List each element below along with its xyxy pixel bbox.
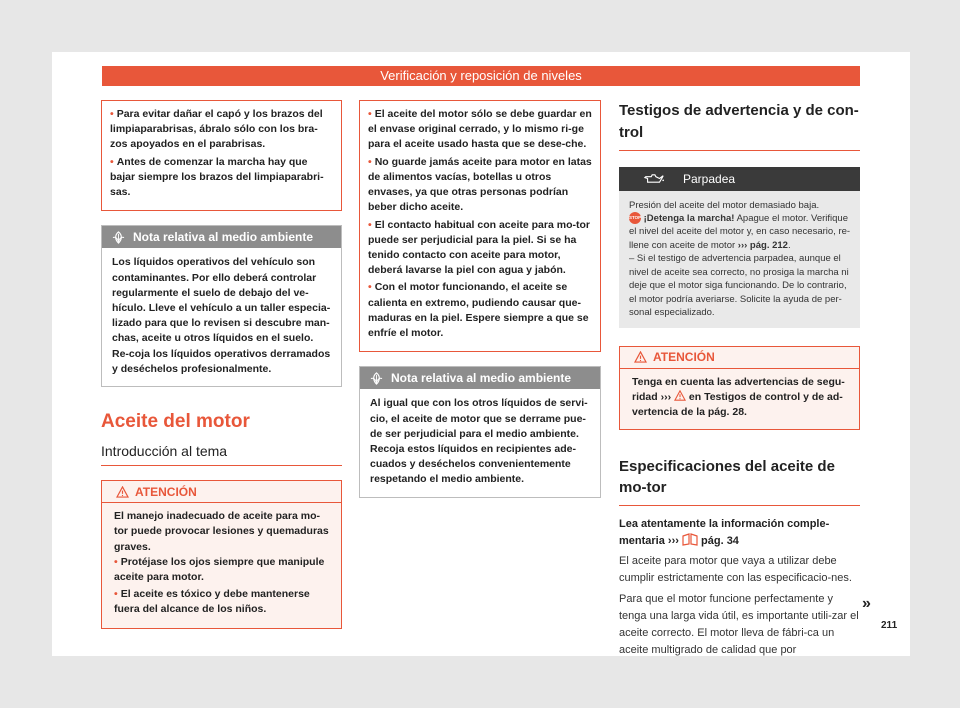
body-paragraph: El aceite para motor que vaya a utilizar debe cumplir estrictamente con las especificacio-nes.: [619, 555, 852, 585]
environment-note-text: Al igual que con los otros líquidos de servi-cio, el aceite de motor que se derrame pue-de ser perjudicial para el medio ambiente. Recoja estos líquidos en recipientes ade-cuados y deséchelos convenientemente respetando el medio ambiente.: [370, 397, 588, 486]
section-title: Aceite del motor: [101, 411, 250, 433]
lead-text: Lea atentamente la información comple-mentaria ›››: [619, 518, 830, 547]
body-paragraph: Para que el motor funcione perfectamente y tenga una larga vida útil, es importante utili-zar el aceite correcto. El motor lleva de fábri-ca un aceite multigrado de calidad que por: [619, 593, 859, 657]
indicator-line: Presión del aceite del motor demasiado baja.: [629, 199, 820, 211]
bullet-item: • Protéjase los ojos siempre que manipule aceite para motor.: [114, 555, 325, 583]
indicator-line: – Si el testigo de advertencia parpadea, aunque el nivel de aceite sea correcto, no prosiga la marcha ni deje que el motor siga funcionando. De lo contrario, el motor podría averiarse. Solicite la ayuda de per-sonal especializado.: [629, 253, 849, 319]
warning-continuation-box: [359, 100, 601, 352]
oil-can-icon: [643, 173, 665, 184]
indicator-header: [619, 167, 860, 191]
bullet-item: • Para evitar dañar el capó y los brazos del limpiaparabrisas, ábralo sólo con los bra-zos apoyados en el parabrisas.: [110, 108, 323, 151]
environment-note-title: Nota relativa al medio ambiente: [133, 230, 314, 245]
warning-title: ATENCIÓN: [135, 484, 197, 499]
leaf-icon: [112, 231, 125, 244]
stop-icon: STOP: [629, 212, 641, 224]
page-header: Verificación y reposición de niveles: [102, 66, 860, 86]
bullet-item: • Con el motor funcionando, el aceite se calienta en extremo, pudiendo causar que-maduras en la piel. Espere siempre a que se enfríe el motor.: [368, 281, 589, 340]
column-left: [101, 100, 342, 629]
page-reference-link[interactable]: ››› pág. 212: [737, 239, 788, 251]
indicator-description: [619, 191, 860, 328]
page-number: 211: [881, 620, 898, 631]
manual-page: [52, 52, 910, 656]
warning-triangle-icon: [674, 390, 686, 401]
warning-text: Tenga en cuenta las advertencias de segu-ridad ›››: [632, 375, 845, 404]
warning-intro: El manejo inadecuado de aceite para mo-tor puede provocar lesiones y quemaduras graves.: [114, 510, 329, 553]
bullet-item: • El aceite es tóxico y debe mantenerse fuera del alcance de los niños.: [114, 588, 310, 616]
environment-note-header: [102, 226, 341, 248]
environment-note-title: Nota relativa al medio ambiente: [391, 371, 572, 386]
warning-triangle-icon: [116, 486, 129, 498]
warning-box: [619, 346, 860, 430]
warning-body: [620, 369, 859, 429]
warning-body: [102, 503, 341, 628]
book-icon: [682, 533, 698, 546]
warning-continuation-box: [101, 100, 342, 211]
indicator-table: [619, 167, 860, 328]
environment-note-header: [360, 367, 600, 389]
column-middle: [359, 100, 601, 498]
warning-header: [102, 481, 341, 503]
bullet-item: • El contacto habitual con aceite para mo-tor puede ser perjudicial para la piel. Si se ha tenido contacto con aceite para motor, deberá lavarse la piel con agua y jabón.: [368, 218, 590, 277]
column-right: [619, 100, 860, 659]
environment-note-box: [359, 366, 601, 497]
indicator-stop-line: [629, 212, 852, 252]
stop-instruction: ¡Detenga la marcha!: [643, 212, 735, 224]
indicator-label: Parpadea: [683, 171, 736, 186]
indicator-text: Apague el motor. Verifique el nivel del aceite del motor y, en caso necesario, re-llene con aceite de motor: [629, 212, 851, 251]
bullet-item: • Antes de comenzar la marcha hay que bajar siempre los brazos del limpiaparabri-sas.: [110, 155, 324, 199]
warning-title: ATENCIÓN: [653, 350, 715, 365]
warning-text: en Testigos de control y de ad-vertencia de la pág. 28.: [632, 391, 843, 419]
warning-box: [101, 480, 342, 629]
section-title: Testigos de advertencia y de con-trol: [619, 100, 860, 151]
lead-paragraph: [619, 516, 860, 549]
subsection-title: Introducción al tema: [101, 443, 342, 466]
continued-mark: »: [862, 595, 871, 612]
bullet-item: • El aceite del motor sólo se debe guardar en el envase original cerrado, y lo mismo ri-ge para el aceite usado hasta que se dese-che.: [368, 108, 592, 151]
bullet-item: • No guarde jamás aceite para motor en latas de alimentos vacías, botellas u otros envases, ya que otras personas podrían beber dicho aceite.: [368, 155, 592, 214]
warning-triangle-icon: [634, 351, 647, 363]
environment-note-box: [101, 225, 342, 387]
section-title: Especificaciones del aceite de mo-tor: [619, 456, 860, 507]
indicator-text: .: [787, 239, 791, 251]
warning-header: [620, 347, 859, 369]
leaf-icon: [370, 372, 383, 385]
environment-note-text: Los líquidos operativos del vehículo son contaminantes. Por ello deberá controlar regularmente el suelo de debajo del ve-hículo. Lleve el vehículo a un taller especia-lizado para que lo revisen si descubre man-chas, aceite u otros líquidos en el suelo. Re-coja los líquidos operativos derramados y deséchelos profesionalmente.: [112, 256, 331, 375]
lead-text: pág. 34: [697, 534, 739, 547]
